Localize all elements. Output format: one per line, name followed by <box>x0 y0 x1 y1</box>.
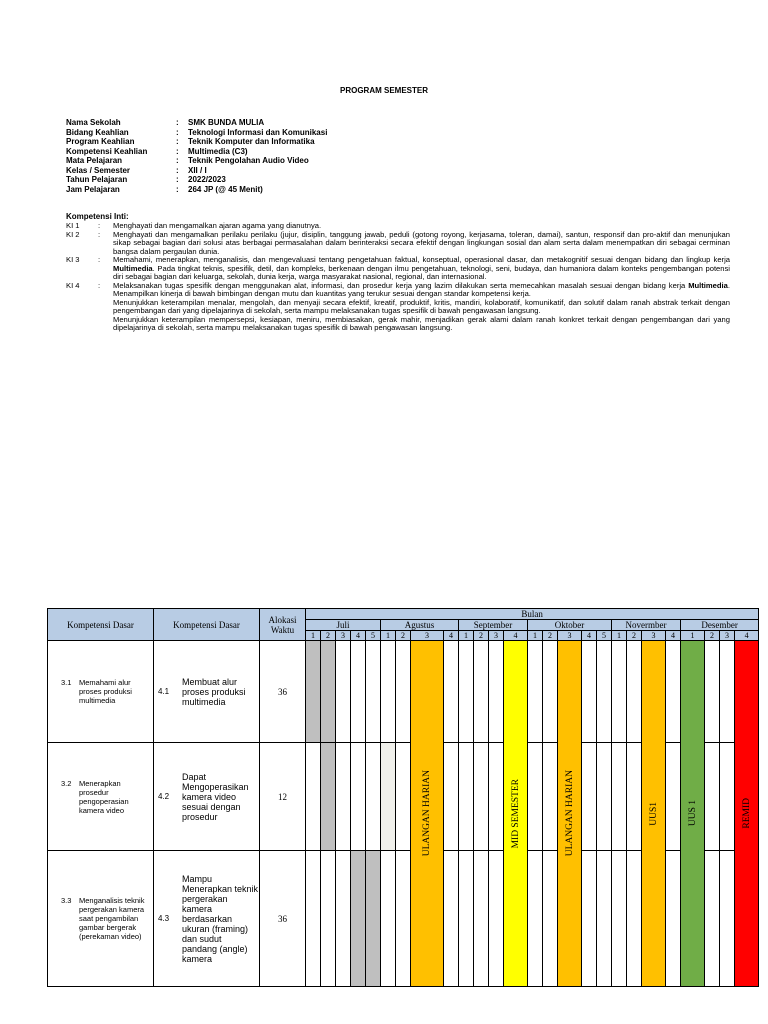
week-cell <box>627 743 642 851</box>
ki-colon: : <box>98 229 101 239</box>
info-colon: : <box>176 156 179 165</box>
schedule-table <box>47 608 759 987</box>
table-row <box>48 641 759 743</box>
week-number: 4 <box>582 631 597 641</box>
info-value: 264 JP (@ 45 Menit) <box>188 184 263 194</box>
info-colon: : <box>176 146 179 156</box>
info-label: Tahun Pelajaran <box>66 175 128 184</box>
week-number: 3 <box>642 631 666 641</box>
ki-paragraph <box>113 282 730 299</box>
ki-paragraph <box>113 256 730 282</box>
week-number: 4 <box>444 631 459 641</box>
ki-item <box>66 231 730 257</box>
schedule-marker <box>642 641 666 987</box>
week-cell <box>381 641 396 743</box>
month-header: Desember <box>681 620 759 631</box>
info-colon: : <box>176 127 179 137</box>
info-row <box>66 118 327 128</box>
ki-paragraph <box>113 299 730 316</box>
info-label: Program Keahlian <box>66 137 135 146</box>
kd-number: 4.3 <box>158 914 170 923</box>
marker-label: REMID <box>741 798 752 829</box>
info-label: Bidang Keahlian <box>66 127 129 137</box>
week-cell <box>321 743 336 851</box>
schedule-marker <box>558 641 582 987</box>
month-header: September <box>459 620 528 631</box>
week-cell <box>597 641 612 743</box>
marker-label: MID SEMESTER <box>510 778 521 849</box>
week-cell <box>396 851 411 987</box>
kd-text: Menganalisis teknik pergerakan kamera saat pengambilan gambar bergerak (perekaman video) <box>79 896 145 941</box>
week-number: 2 <box>543 631 558 641</box>
info-value: XII / I <box>188 165 207 175</box>
ki-item <box>66 282 730 333</box>
week-cell <box>444 641 459 743</box>
week-number: 1 <box>612 631 627 641</box>
alokasi-cell: 12 <box>260 743 306 851</box>
ki-emphasis: Multimedia <box>113 263 153 273</box>
week-cell <box>459 743 474 851</box>
ki-paragraph <box>113 316 730 333</box>
school-info <box>66 118 327 194</box>
week-cell <box>381 851 396 987</box>
week-cell <box>321 851 336 987</box>
week-number: 2 <box>474 631 489 641</box>
ki-code: KI 3 <box>66 255 80 264</box>
week-cell <box>582 743 597 851</box>
week-number: 3 <box>720 631 735 641</box>
week-number: 2 <box>705 631 720 641</box>
week-cell <box>306 743 321 851</box>
week-cell <box>720 641 735 743</box>
week-cell <box>336 743 351 851</box>
alokasi-cell: 36 <box>260 851 306 987</box>
header-bulan: Bulan <box>306 609 759 620</box>
kd-skill-cell <box>154 851 260 987</box>
week-cell <box>396 743 411 851</box>
info-value: Teknik Komputer dan Informatika <box>188 137 315 146</box>
week-number: 5 <box>597 631 612 641</box>
week-cell <box>666 743 681 851</box>
info-row <box>66 166 327 176</box>
week-cell <box>597 851 612 987</box>
week-cell <box>705 641 720 743</box>
week-cell <box>627 851 642 987</box>
kd-text: Memahami alur proses produksi multimedia <box>79 678 132 705</box>
kd-knowledge-cell <box>48 743 154 851</box>
header-alokasi: Alokasi Waktu <box>260 609 306 641</box>
kd-number: 3.1 <box>61 678 72 687</box>
week-number: 3 <box>336 631 351 641</box>
ki-list <box>66 222 730 333</box>
week-cell <box>528 851 543 987</box>
ki-emphasis: Multimedia <box>688 280 728 290</box>
week-number: 2 <box>321 631 336 641</box>
info-colon: : <box>176 165 179 175</box>
info-colon: : <box>176 175 179 184</box>
kd-number: 3.2 <box>61 778 72 788</box>
week-cell <box>666 851 681 987</box>
week-number: 4 <box>504 631 528 641</box>
week-cell <box>720 743 735 851</box>
info-row <box>66 137 327 147</box>
ki-text <box>113 256 730 282</box>
week-cell <box>612 641 627 743</box>
kd-skill-cell <box>154 641 260 743</box>
week-cell <box>474 641 489 743</box>
schedule-marker <box>504 641 528 987</box>
ki-paragraph <box>113 231 730 257</box>
week-number: 3 <box>411 631 444 641</box>
schedule-marker <box>735 641 759 987</box>
info-label: Kompetensi Keahlian <box>66 146 148 156</box>
header-kd3: Kompetensi Dasar <box>48 609 154 641</box>
week-number: 1 <box>681 631 705 641</box>
week-cell <box>597 743 612 851</box>
kd-text: Mampu Menerapkan teknik pergerakan kamera berdasarkan ukuran (framing) dan sudut pandang (angle) kamera <box>182 873 259 964</box>
week-number: 1 <box>306 631 321 641</box>
ki-text-segment: Menghayati dan mengamalkan perilaku perilaku (jujur, disiplin, tanggung jawab, peduli (gotong royong, kerjasama, toleran, damai), santun, responsif dan pro-aktif dan menunjukan sikap sebagai bagian dari solusi atas berbagai permasalahan dalam berinteraksi secara efektif dengan lingkungan sosial dan alam serta dalam menempatkan diri sebagai cerminan bangsa dalam pergaulan dunia. <box>113 229 730 256</box>
ki-text-segment: Memahami, menerapkan, menganalisis, dan mengevaluasi tentang pengetahuan faktual, konseptual, operasional dasar, dan metakognitif sesuai dengan bidang dan lingkup kerja <box>113 255 730 264</box>
week-cell <box>489 641 504 743</box>
week-cell <box>459 641 474 743</box>
week-number: 4 <box>351 631 366 641</box>
info-value: SMK BUNDA MULIA <box>188 118 265 127</box>
info-label: Nama Sekolah <box>66 118 121 127</box>
schedule-marker <box>411 641 444 987</box>
info-label: Mata Pelajaran <box>66 156 123 165</box>
ki-colon: : <box>98 280 101 290</box>
week-cell <box>543 743 558 851</box>
week-cell <box>366 743 381 851</box>
week-cell <box>381 743 396 851</box>
week-number: 3 <box>558 631 582 641</box>
week-cell <box>366 641 381 743</box>
ki-code: KI 2 <box>66 229 80 239</box>
week-number: 3 <box>489 631 504 641</box>
week-cell <box>396 641 411 743</box>
week-cell <box>444 851 459 987</box>
kd-number: 4.2 <box>158 792 170 801</box>
info-colon: : <box>176 118 179 127</box>
month-header: Novermber <box>612 620 681 631</box>
week-cell <box>543 641 558 743</box>
week-cell <box>474 743 489 851</box>
alokasi-cell: 36 <box>260 641 306 743</box>
kd-skill-cell <box>154 743 260 851</box>
marker-label: UUS1 <box>648 801 659 826</box>
week-cell <box>351 743 366 851</box>
month-header: Oktober <box>528 620 612 631</box>
week-number: 5 <box>366 631 381 641</box>
week-cell <box>321 641 336 743</box>
ki-text-segment: Menghayati dan mengamalkan ajaran agama yang dianutnya. <box>113 221 322 230</box>
week-cell <box>705 851 720 987</box>
week-cell <box>459 851 474 987</box>
week-number: 2 <box>396 631 411 641</box>
kd-text: Membuat alur proses produksi multimedia <box>182 676 246 707</box>
info-colon: : <box>176 184 179 194</box>
marker-label: ULANGAN HARIAN <box>422 770 432 857</box>
info-label: Jam Pelajaran <box>66 184 120 194</box>
ki-code: KI 4 <box>66 280 80 290</box>
week-cell <box>582 641 597 743</box>
marker-label: UUS 1 <box>687 800 698 827</box>
info-row <box>66 156 327 166</box>
week-number: 2 <box>627 631 642 641</box>
week-cell <box>582 851 597 987</box>
marker-label: ULANGAN HARIAN <box>564 770 575 857</box>
week-number: 4 <box>666 631 681 641</box>
ki-code: KI 1 <box>66 221 80 230</box>
info-row <box>66 128 327 138</box>
week-number: 1 <box>381 631 396 641</box>
kd-knowledge-cell <box>48 641 154 743</box>
kd-knowledge-cell <box>48 851 154 987</box>
week-cell <box>612 743 627 851</box>
info-value: Teknik Pengolahan Audio Video <box>188 156 309 165</box>
week-cell <box>306 851 321 987</box>
week-cell <box>351 851 366 987</box>
week-number: 1 <box>528 631 543 641</box>
ki-text-segment: Melaksanakan tugas spesifik dengan menggunakan alat, informasi, dan prosedur kerja yang lazim dilakukan serta memecahkan masalah sesuai dengan bidang kerja <box>113 280 689 290</box>
week-cell <box>489 743 504 851</box>
week-cell <box>720 851 735 987</box>
week-cell <box>627 641 642 743</box>
ki-text-segment: Menunjukkan keterampilan mempersepsi, kesiapan, meniru, membiasakan, gerak mahir, menjadikan gerak alami dalam ranah konkret terkait dengan pengembangan dari yang dipelajarinya di sekolah, serta mampu melaksanakan tugas spesifik di bawah pengawasan langsung. <box>113 314 730 332</box>
ki-item <box>66 256 730 282</box>
kd-text: Dapat Mengoperasikan kamera video sesuai dengan prosedur <box>182 771 249 822</box>
info-row <box>66 147 327 157</box>
week-cell <box>474 851 489 987</box>
info-value: 2022/2023 <box>188 175 226 184</box>
ki-text <box>113 282 730 333</box>
kd-text: Menerapkan prosedur pengoperasian kamera video <box>79 778 129 815</box>
week-cell <box>528 743 543 851</box>
ki-text-segment: . Menampilkan kinerja di bawah bimbingan dengan mutu dan kuantitas yang terukur sesuai dengan standar kompetensi kerja. <box>113 280 730 298</box>
month-header: Juli <box>306 620 381 631</box>
week-cell <box>306 641 321 743</box>
week-cell <box>666 641 681 743</box>
week-cell <box>351 641 366 743</box>
week-cell <box>528 641 543 743</box>
week-cell <box>336 641 351 743</box>
week-cell <box>543 851 558 987</box>
kd-number: 4.1 <box>158 687 170 696</box>
kd-number: 3.3 <box>61 896 72 905</box>
ki-colon: : <box>98 255 101 264</box>
info-value: Multimedia (C3) <box>188 146 248 156</box>
schedule-marker <box>681 641 705 987</box>
ki-colon: : <box>98 221 101 230</box>
week-cell <box>366 851 381 987</box>
ki-text-segment: . Pada tingkat teknis, spesifik, detil, dan kompleks, berkenaan dengan ilmu pengetahuan, teknologi, seni, budaya, dan humaniora dalam konteks pengembangan potensi diri sebagai bagian dari keluarga, sekolah, dunia kerja, warga masyarakat nasional, regional, dan internasional. <box>113 263 730 281</box>
month-header: Agustus <box>381 620 459 631</box>
week-cell <box>336 851 351 987</box>
week-number: 4 <box>735 631 759 641</box>
week-cell <box>705 743 720 851</box>
week-cell <box>489 851 504 987</box>
ki-heading: Kompetensi Inti: <box>66 212 129 221</box>
info-row <box>66 185 327 195</box>
info-row <box>66 175 327 185</box>
ki-text-segment: Menunjukkan keterampilan menalar, mengolah, dan menyaji secara efektif, kreatif, produktif, kritis, mandiri, kolaboratif, komunikatif, dan solutif dalam ranah abstrak terkait dengan pengembangan dari yang dipelajarinya di sekolah, serta mampu melaksanakan tugas spesifik di bawah pengawasan langsung. <box>113 297 730 315</box>
info-colon: : <box>176 137 179 146</box>
ki-text <box>113 231 730 257</box>
info-value: Teknologi Informasi dan Komunikasi <box>188 127 328 137</box>
week-number: 1 <box>459 631 474 641</box>
page-title: PROGRAM SEMESTER <box>339 86 428 95</box>
week-cell <box>444 743 459 851</box>
header-kd4: Kompetensi Dasar <box>154 609 260 641</box>
info-label: Kelas / Semester <box>66 165 131 175</box>
week-cell <box>612 851 627 987</box>
